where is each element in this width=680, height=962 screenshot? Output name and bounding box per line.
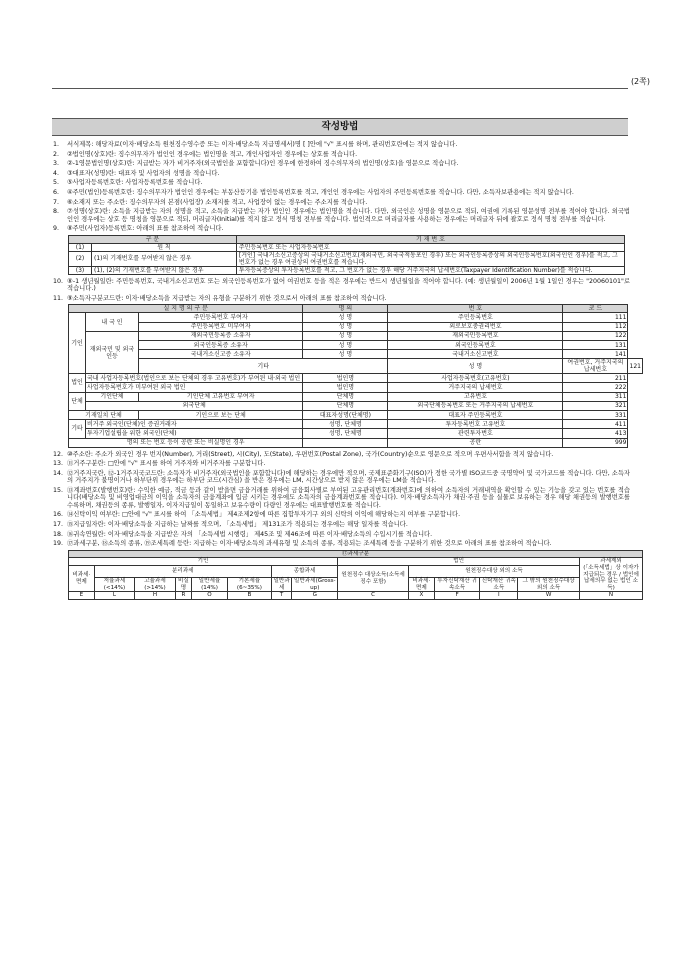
instruction-number: 9. — [53, 225, 60, 233]
table19-label: 비과세·면제 — [409, 578, 435, 592]
table-row — [69, 429, 643, 438]
instruction-text: ⑭신탁이익 여부란: □안에 "√" 표시를 하여 「소득세법」 제4조제2항에 따른 집합투자기구 외의 신탁의 이익에 해당하는지 여부를 구분합니다. — [67, 511, 461, 519]
instruction-text: ⑧-1 생년월일란: 주민등록번호, 국내거소신고번호 또는 외국인등록번호가 없어 여권번호 등을 적은 경우에는 반드시 생년월일을 적어야 합니다. (예: 생년월일이 2006년 1월 1일인 경우는 "20060101"로 적습니다.) — [67, 277, 630, 293]
table19-code: I — [480, 592, 518, 600]
table-recipient-code — [68, 304, 643, 447]
table9-value: 주민등록번호 또는 사업자등록번호 — [236, 243, 624, 251]
table19-group-individual: 기인 — [69, 558, 338, 566]
table19-code: B — [227, 592, 271, 600]
table19-label: 원천징수 대상소득(소득세징수 포함) — [338, 565, 409, 591]
table11-code: 413 — [563, 429, 628, 438]
instruction-number: 15. — [53, 486, 64, 494]
table19-code: E — [69, 592, 95, 600]
table9-label: (1), (2)의 기재번호를 부여받지 않은 경우 — [92, 266, 237, 274]
table19-label: 일반과세 — [271, 578, 291, 592]
table19-label: 비과세·면제 — [69, 565, 95, 591]
table19-corp-target: 원천징수대상 외의 소득 — [409, 565, 580, 577]
table11-desc: 사업자등록번호가 미부여된 외국 법인 — [86, 383, 303, 392]
top-rule — [52, 88, 628, 89]
instruction-item — [53, 179, 630, 186]
table19-label: 신탁재산 귀속소득 — [481, 578, 516, 591]
table-row — [69, 331, 643, 340]
table-tax-category — [68, 550, 643, 600]
instruction-item — [53, 225, 630, 232]
table-row — [69, 401, 643, 410]
table-row — [69, 243, 625, 251]
table11-name: 성 명 — [303, 322, 388, 331]
instruction-text: ②-1영문법인명(상호)란: 지급받는 자가 비거주자(외국법인을 포함합니다)인 경우에 한정하여 징수의무자의 법인명(상호)을 영문으로 적습니다. — [67, 160, 459, 168]
instruction-item — [53, 460, 630, 467]
table11-code: 311 — [563, 392, 628, 401]
table11-group: 기인 — [69, 313, 86, 374]
table19-code: T — [271, 592, 291, 600]
table9-mark: (1) — [69, 243, 92, 251]
table11-name: 성 명 — [303, 331, 388, 340]
instructions-body — [53, 141, 641, 600]
table11-code: 211 — [563, 374, 628, 383]
instruction-number: 12. — [53, 450, 64, 458]
instruction-text: ⑩주소란: 주소가 외국인 경우 번지(Number), 거리(Street), 시(City), 도(State), 우편번호(Postal Zone), 국가(Country)순으로 영문으로 적으며 우편사서함을 적지 않습니다. — [67, 450, 554, 458]
table9-label: 원 칙 — [92, 243, 237, 251]
table19-label: 고율과세(>14%) — [135, 578, 175, 592]
table11-name: 법인명 — [303, 374, 388, 383]
table9-label: (1)의 기재번호를 부여받지 않은 경우 — [92, 251, 237, 266]
table11-subgroup: 내 국 인 — [86, 313, 139, 331]
table11-name: 성 명 — [388, 359, 563, 374]
instruction-number: 14. — [53, 469, 64, 477]
instruction-text: ②법인명(상호)란: 징수의무자가 법인인 경우에는 법인명을 적고, 개인사업자인 경우에는 상호를 적습니다. — [67, 150, 358, 158]
table11-number: 사업자등록번호(고유번호) — [388, 374, 563, 383]
table9-mark: (3) — [69, 266, 92, 274]
table19-label: 투자신탁재산 귀속소득 — [434, 578, 480, 592]
table11-group: 기타 — [69, 420, 86, 438]
instruction-item — [53, 141, 630, 148]
table11-code: 121 — [628, 359, 643, 374]
table11-header-name: 명 의 — [303, 305, 388, 313]
page-title: 작성방법 — [52, 118, 628, 136]
instruction-item — [53, 531, 630, 538]
table19-code: C — [338, 592, 409, 600]
table11-group: 단체 — [69, 392, 86, 410]
table11-name: 단체명 — [303, 392, 388, 401]
table11-header-number: 번 호 — [388, 305, 563, 313]
table11-code: 999 — [563, 438, 628, 447]
table-row — [69, 340, 643, 349]
table11-code: 411 — [563, 420, 628, 429]
table11-desc: 기인으로 보는 단체 — [139, 411, 303, 420]
table19-separate: 분리과세 — [94, 565, 271, 577]
table9-header-number: 기 재 번 호 — [236, 235, 624, 243]
table11-desc: 주민등록번호 미부여자 — [139, 322, 303, 331]
instruction-item — [53, 278, 630, 293]
table11-name: 단체명 — [303, 401, 388, 410]
table11-name: 성명, 단체명 — [303, 420, 388, 429]
table19-code: L — [94, 592, 134, 600]
table19-group-exempt — [580, 558, 643, 592]
table-row — [69, 438, 643, 447]
instruction-item — [53, 151, 630, 158]
instruction-item — [53, 170, 630, 177]
instruction-number: 8. — [53, 208, 60, 216]
table11-code: 111 — [563, 313, 628, 322]
table-id-number — [68, 235, 625, 275]
table11-desc: 국내거소신고증 소유자 — [139, 350, 303, 359]
table19-label: 저율과세(<14%) — [94, 578, 134, 592]
instruction-text: ⑮지급일자란: 이자·배당소득을 지급하는 날짜를 적으며, 「소득세법」 제131조가 적용되는 경우에는 해당 일자를 적습니다. — [67, 520, 408, 528]
table19-code: G — [292, 592, 338, 600]
instruction-list-1 — [53, 141, 630, 233]
table-row — [69, 420, 643, 429]
table11-desc: 외국인등록증 소유자 — [139, 340, 303, 349]
table11-name: 성 명 — [303, 313, 388, 322]
instruction-item — [53, 208, 630, 223]
table11-desc: 국내 사업자등록번호(법인으로 보는 단체의 경우 고유번호)가 부여된 내·외국 법인 — [86, 374, 303, 383]
instruction-text: ⑨소득자구분코드란: 이자·배당소득을 지급받는 자의 유형을 구분하기 위한 것으로서 아래의 표를 참조하여 적습니다. — [67, 294, 387, 302]
table11-header-category: 실 지 명 의 구 분 — [69, 305, 303, 313]
table19-code: H — [135, 592, 175, 600]
table19-exempt-title: 과세제외 — [600, 558, 622, 565]
table11-number: 관련투자번호 — [388, 429, 563, 438]
table-row — [69, 383, 643, 392]
instruction-item — [53, 470, 630, 485]
table19-code: W — [518, 592, 580, 600]
table-row — [69, 313, 643, 322]
table11-name: 대표자성명(단체명) — [303, 411, 388, 420]
table11-code: 321 — [563, 401, 628, 410]
table-row — [69, 411, 643, 420]
table11-desc: 기인단체 고유번호 부여자 — [139, 392, 303, 401]
table11-number: 여권번호, 거주지국의 납세번호 — [563, 359, 628, 374]
table-row — [69, 251, 625, 266]
table19-label: 일반과세(Gross-up) — [292, 578, 338, 592]
instruction-number: 7. — [53, 198, 60, 206]
table11-code: 222 — [563, 383, 628, 392]
table19-code: X — [409, 592, 435, 600]
table11-code: 112 — [563, 322, 628, 331]
instruction-number: 3. — [53, 160, 60, 168]
instruction-item — [53, 521, 630, 528]
table19-group-corporate: 법인 — [338, 558, 580, 566]
instruction-item — [53, 189, 630, 196]
instruction-number: 5. — [53, 179, 60, 187]
table11-name: 성 명 — [303, 340, 388, 349]
instruction-number: 4. — [53, 169, 60, 177]
table11-desc: 재외국민등록증 소유자 — [139, 331, 303, 340]
table11-number: 투자등록번호 고유번호 — [388, 420, 563, 429]
instruction-text: ⑦성명(상호)란: 소득을 지급받는 자의 성명을 적고, 소득을 지급받는 자가 법인인 경우에는 법인명을 적습니다. 다만, 외국인은 성명을 영문으로 적되, 여권에 기록된 영문성명 전부를 적어야 합니다. 외국법인인 경우에는 상호 등 명칭을 영문으로 적되, 머리글자(Initial)를 적지 않고 정식 명칭 전부를 적습니다. 법인격으로 머리글자를 사용하는 경우에는 머리글자 뒤에 괄호로 정식 명칭 전부를 적습니다. — [67, 208, 630, 223]
instruction-item — [53, 540, 630, 547]
table11-number: 고유번호 — [388, 392, 563, 401]
table19-label: 일반세율(14%) — [192, 578, 228, 592]
table9-header-category: 구 분 — [69, 235, 237, 243]
instruction-item — [53, 511, 630, 518]
table11-group: 기재일치 단체 — [69, 411, 139, 420]
table11-code: 331 — [563, 411, 628, 420]
table11-name: 성명, 단체명 — [303, 429, 388, 438]
instruction-text: ④주민(법인)등록번호란: 징수의무자가 법인인 경우에는 부동산등기용 법인등록번호를 적고, 개인인 경우에는 사업자의 주민등록번호를 적습니다. 다만, 소득자보관용에는 적지 않습니다. — [67, 188, 574, 196]
table19-label: 비실명 — [175, 578, 191, 592]
instruction-list-3 — [53, 451, 630, 548]
table11-number: 대표자 주민등록번호 — [388, 411, 563, 420]
table11-number: 거주지국의 납세번호 — [388, 383, 563, 392]
table11-subgroup: 기인단체 — [86, 392, 139, 401]
table11-code: 131 — [563, 340, 628, 349]
table-row — [69, 350, 643, 359]
table11-number: 외로보호중권리번호 — [388, 322, 563, 331]
table-row — [69, 392, 643, 401]
table9-mark: (2) — [69, 251, 92, 266]
table11-name: 성 명 — [303, 350, 388, 359]
page-number: (2쪽) — [630, 77, 650, 86]
table11-code: 141 — [563, 350, 628, 359]
table11-name: 법인명 — [303, 383, 388, 392]
table11-desc: 주민등록번호 부여자 — [139, 313, 303, 322]
instruction-text: ③대표자(성명)란: 대표자 및 사업자의 성명을 적습니다. — [67, 169, 220, 177]
instruction-item — [53, 295, 630, 302]
instruction-text: ⑤사업자등록번호란: 사업자등록번호를 적습니다. — [67, 179, 203, 187]
instruction-item — [53, 487, 630, 509]
table19-code: F — [434, 592, 480, 600]
table19-label: 기본세율(6~35%) — [227, 578, 271, 592]
instruction-item — [53, 160, 630, 167]
instruction-text: ⑫거주지국란, ⑫-1거주지국코드란: 소득자가 비거주자(외국법인을 포함합니다)에 해당하는 경우에만 적으며, 국제표준화기구(ISO)가 정한 국가별 ISO코드중 국명약어 및 국가코드를 적습니다. 다만, 소득자의 거주지가 불명이거나 하부단위 경우에는 하부단 코드(시간심) 을 반은 경우에는 LM, 시간상으로 받지 않은 경우에는 LM을 적습니다. — [67, 469, 630, 485]
table19-code: O — [192, 592, 228, 600]
table11-group: 명의 또는 번호 등이 공란 또는 비실명인 경우 — [69, 438, 303, 447]
instruction-number: 2. — [53, 150, 60, 158]
instruction-number: 6. — [53, 188, 60, 196]
table11-desc: 투자기업설립을 위한 외국인(단체) — [86, 429, 303, 438]
instruction-number: 13. — [53, 460, 64, 468]
table11-number: 공란 — [388, 438, 563, 447]
instruction-text: 서식제목: 해당자료(이자·배당소득 원천징수영수증 또는 이자·배당소득 지급명세서)명 [ ]안에 "√" 표시를 하며, 관리번호란에는 적지 않습니다. — [67, 141, 458, 148]
table11-header-code: 코 드 — [563, 305, 628, 313]
table11-subgroup: 재외국민 및 외국인등 — [86, 331, 139, 374]
table11-desc: 비거주 외국인(단체)인 증권거래자 — [86, 420, 303, 429]
table19-code: R — [175, 592, 191, 600]
table-row — [69, 266, 625, 274]
instruction-text: ⑥소재지 또는 주소란: 징수의무자의 본점(사업장) 소재지를 적고, 사업장이 없는 경우에는 주소지를 적습니다. — [67, 198, 368, 206]
instruction-number: 18. — [53, 530, 64, 538]
instruction-number: 16. — [53, 511, 64, 519]
table19-exempt-desc: (「소득세법」상 이자가 지급되는 경우 / 법인에 납세의무 없는 법인 소득) — [583, 564, 639, 591]
table19-comprehensive: 종합과세 — [271, 565, 337, 577]
instruction-number: 17. — [53, 520, 64, 528]
instruction-number: 11. — [53, 294, 64, 302]
instruction-item — [53, 199, 630, 206]
instruction-number: 19. — [53, 540, 64, 548]
table11-code: 122 — [563, 331, 628, 340]
table11-number: 외국인등록번호 — [388, 340, 563, 349]
instruction-text: ⑯귀속연월란: 이자·배당소득을 지급받은 자의 「소득세법 시행령」 제45조 및 제46조에 따른 이자·배당소득의 수입시기를 적습니다. — [67, 530, 433, 538]
table9-value: [거인] 국내거소신고증상의 국내거소신고번호(재외국민, 외국국적동포인 경우) 또는 외국인등록증상의 외국인등록번호(외국인인 경우)를 적고, 그 번호가 없는 경우 여권상의 여권번호를 적습니다. — [236, 251, 624, 266]
instruction-item — [53, 451, 630, 458]
instruction-number: 1. — [53, 141, 60, 148]
instruction-number: 10. — [53, 277, 64, 285]
table-row — [69, 322, 643, 331]
table-row — [69, 374, 643, 383]
table11-number: 재외국민등록번호 — [388, 331, 563, 340]
table11-subgroup: 외국단체 — [86, 401, 303, 410]
table19-label: 그 밖의 원천징수대상 외의 소득 — [518, 578, 580, 592]
table11-number: 주민등록번호 — [388, 313, 563, 322]
instruction-text: ⑬계좌번호(발행번호)란: 수익한 예금, 적금 등과 같이 받을면 금융거래를 위하여 금융회사별로 부여된 고유관리번호(계좌번호)에 의하여 소득자의 거래내역을 확인할 수 있는 기능을 갖고 있는 번호를 적습니다(배당소득 및 비영업대금의 이익을 소득자의 금융계좌에 입금 시키는 경우에도 소득자의 금융계좌번호를 적습니다). 이자·배당소득자가 채권·주권 등을 실물로 보유하는 경우 해당 채권등의 발행번호를 수록하며, 채권등의 종류, 발행일자, 이자지급일이 동일하고 보유수량이 다량인 경우에는 대표발행번호를 적습니다. — [67, 486, 630, 509]
table-row — [69, 359, 643, 374]
table11-number: 국내거소신고번호 — [388, 350, 563, 359]
table19-code: N — [580, 592, 643, 600]
table11-name — [303, 438, 388, 447]
table11-group: 법인 — [69, 374, 86, 392]
instruction-text: ⑧주민(사업자)등록번호: 아래의 표를 참조하여 적습니다. — [67, 225, 224, 233]
table11-number: 외국단체등록번호 또는 거주지국의 납세번호 — [388, 401, 563, 410]
instruction-text: ⑰과세구분, ⑱소득의 종류, ⑲조세특례 등란: 지급하는 이자·배당소득의 과세유형 및 소득의 종류, 적용되는 조세특례 등을 구분하기 위한 것으로 아래의 표를 참조하여 적습니다. — [67, 540, 552, 548]
table9-value: 투자등록증상의 투자등록번호를 적고, 그 번호가 없는 경우 해당 거주지국의 납세번호(Taxpayer Identification Number)를 적습니다. — [236, 266, 624, 274]
table19-caption: ⑰과세구분 — [69, 550, 643, 558]
table11-desc: 기타 — [139, 359, 388, 374]
instruction-list-2 — [53, 278, 630, 302]
instruction-text: ⑪거주구분란: □안에 "√" 표시를 하여 거주자와 비거주자를 구분합니다. — [67, 460, 266, 468]
